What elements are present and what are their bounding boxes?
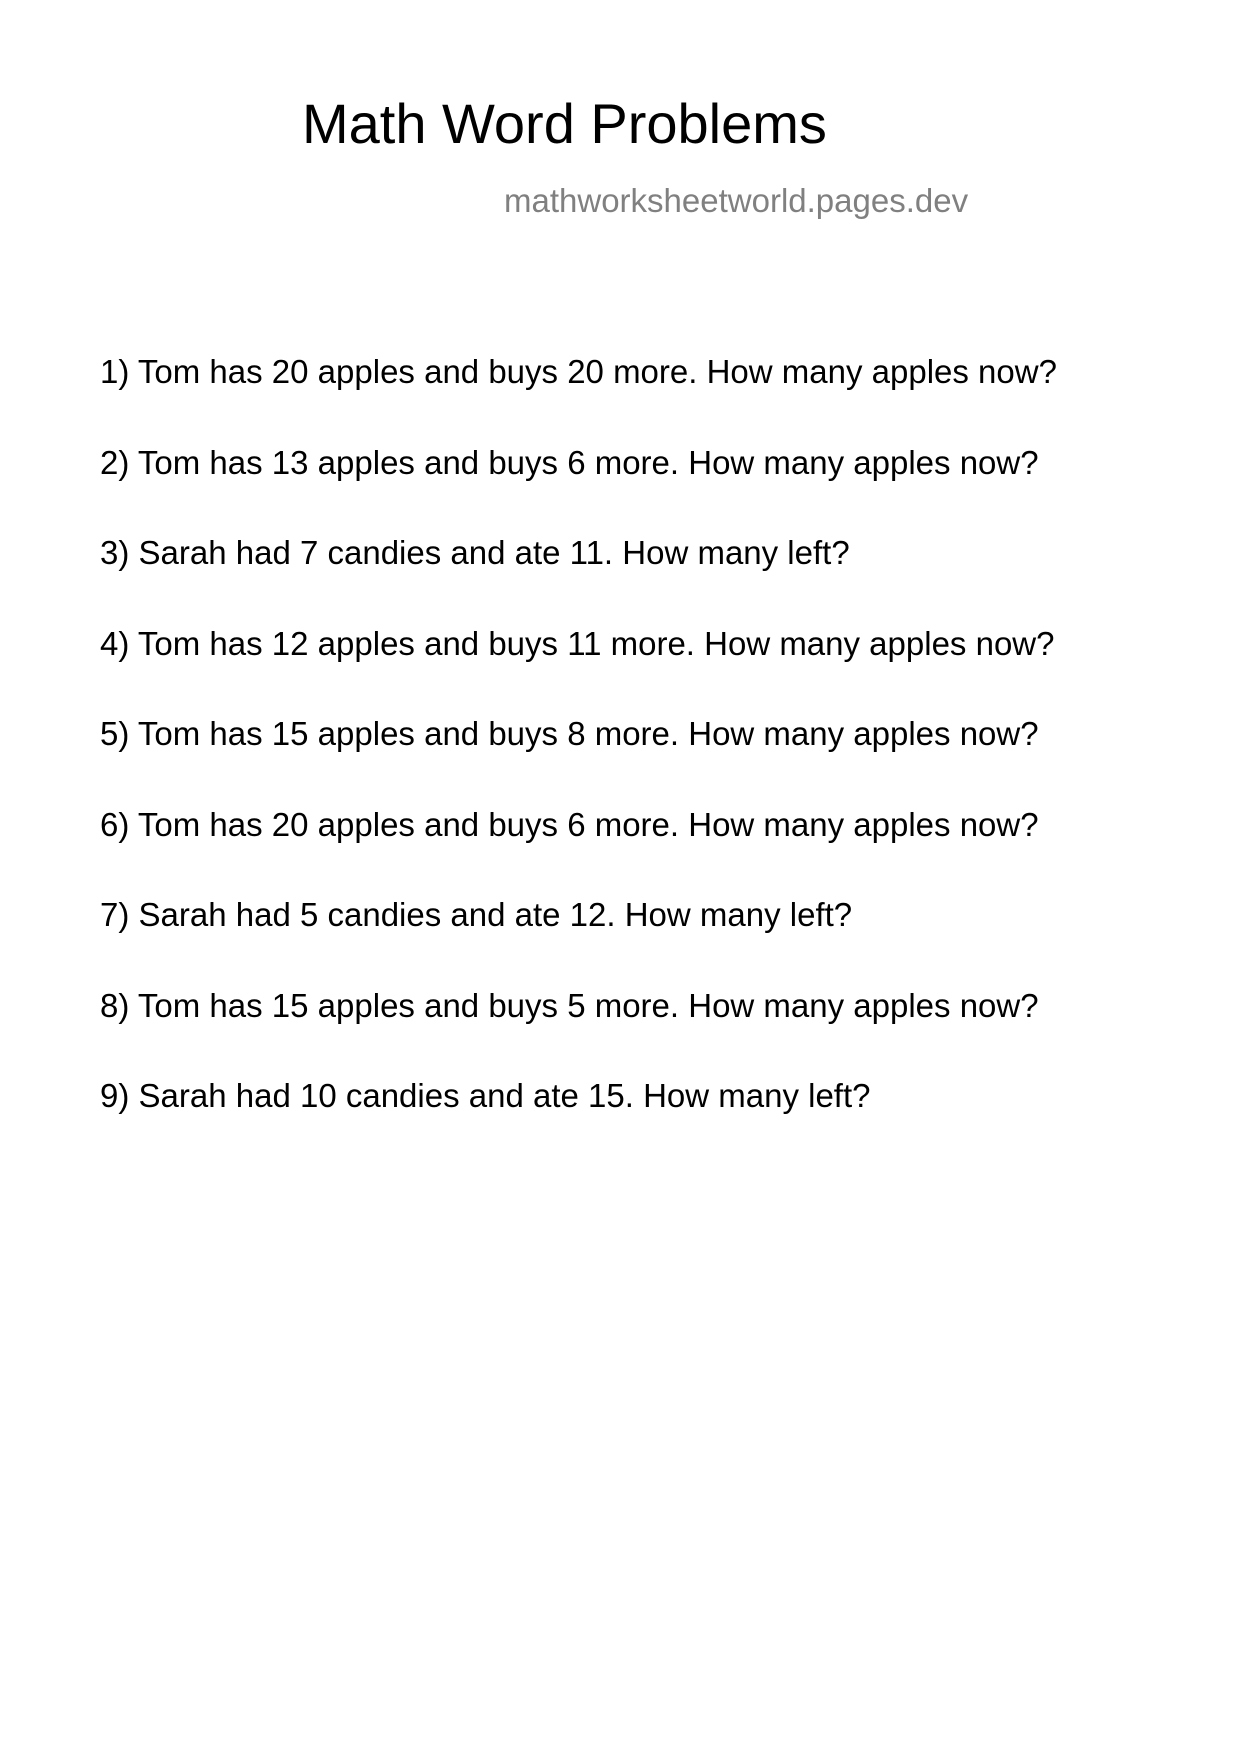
problem-item: 4) Tom has 12 apples and buys 11 more. How many apples now?	[100, 624, 1055, 662]
problem-item: 1) Tom has 20 apples and buys 20 more. How many apples now?	[100, 353, 1057, 390]
problem-item: 2) Tom has 13 apples and buys 6 more. How many apples now?	[100, 443, 1039, 481]
page-title: Math Word Problems	[302, 92, 827, 155]
problem-item: 9) Sarah had 10 candies and ate 15. How many left?	[100, 1077, 871, 1114]
problem-list	[100, 354, 1057, 1169]
problem-item: 3) Sarah had 7 candies and ate 11. How many left?	[100, 534, 850, 571]
problem-item: 8) Tom has 15 apples and buys 5 more. How many apples now?	[100, 986, 1039, 1024]
problem-item: 5) Tom has 15 apples and buys 8 more. How many apples now?	[100, 715, 1039, 752]
source-url: mathworksheetworld.pages.dev	[504, 182, 969, 219]
problem-item: 7) Sarah had 5 candies and ate 12. How many left?	[100, 896, 853, 933]
problem-item: 6) Tom has 20 apples and buys 6 more. How many apples now?	[100, 805, 1039, 843]
